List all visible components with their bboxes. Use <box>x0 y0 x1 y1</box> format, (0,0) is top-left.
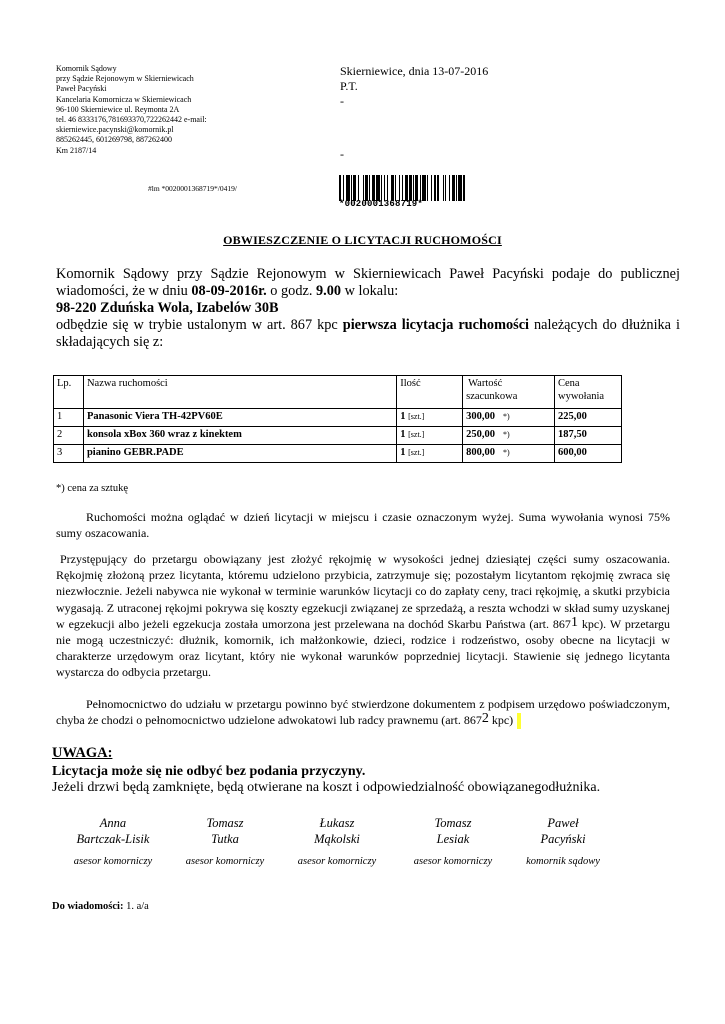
cell-call: 225,00 <box>555 409 622 427</box>
attorney-text: kpc) <box>488 713 514 728</box>
table-row <box>54 445 622 463</box>
deposit-text: kpc). W przetargu nie mogą uczestniczyć: dłużnik, komornik, ich małżonkowie, dzieci, rodzice i rodzeństwo, osoby obecne na licytacji w charakterze urzędowym oraz licytant, który nie wykonał warunków poprzedniej licytacji. Stawienie się jednego licytanta wystarcza do odbycia przetargu. <box>56 616 670 680</box>
cell-qty <box>397 409 463 427</box>
recipient-dash: - <box>340 147 344 161</box>
value-amount: 300,00 <box>466 411 495 422</box>
signatory-last-name: Bartczak-Lisik <box>76 832 150 846</box>
article-superscript: 1 <box>570 614 578 630</box>
signature-block <box>58 815 168 870</box>
header-value <box>463 376 555 409</box>
barcode <box>339 175 467 209</box>
table-row <box>54 427 622 445</box>
header-qty: Ilość <box>397 376 463 409</box>
cell-name: pianino GEBR.PADE <box>83 445 396 463</box>
table-row <box>54 409 622 427</box>
qty-unit: [szt.] <box>408 448 425 457</box>
letterhead-line: Kancelaria Komornicza w Skierniewicach <box>56 94 192 104</box>
qty-value: 1 <box>400 411 406 422</box>
distribution-value: 1. a/a <box>123 901 149 912</box>
signatory-first-name: Tomasz <box>206 816 244 830</box>
barcode-bar <box>465 175 466 201</box>
letterhead-line: 96-100 Skierniewice ul. Reymonta 2A <box>56 104 180 114</box>
viewing-paragraph: Ruchomości można oglądać w dzień licytacji w miejscu i czasie oznaczonym wyżej. Suma wywołania wynosi 75% sumy oszacowania. <box>56 510 670 541</box>
cell-qty <box>397 445 463 463</box>
power-of-attorney-paragraph <box>56 696 670 729</box>
recipient-dash: - <box>340 94 344 108</box>
letterhead-line: Km 2187/14 <box>56 145 97 155</box>
intro-paragraph <box>56 266 680 351</box>
footnote-marker: *) <box>502 430 510 439</box>
signature-block <box>398 815 508 870</box>
signatory-role: asesor komorniczy <box>73 856 153 867</box>
barcode-text: *0020001368719* <box>339 199 424 209</box>
cell-lp: 3 <box>54 445 84 463</box>
intro-text: w lokalu: <box>341 283 399 299</box>
auction-address: 98-220 Zduńska Wola, Izabelów 30B <box>56 300 279 316</box>
header-lp: Lp. <box>54 376 84 409</box>
footnote-marker: *) <box>502 412 510 421</box>
auction-type: pierwsza licytacja ruchomości <box>342 317 530 333</box>
intro-text: Komornik Sądowy przy Sądzie Rejonowym w Skierniewicach Paweł Pacyński podaje do publicznej wiadomości, że w dniu <box>56 266 680 299</box>
barcode-bars <box>339 175 467 201</box>
deposit-text: Przystępujący do przetargu obowiązany jest złożyć rękojmię w wysokości jednej dziesiątej części sumy oszacowania. Rękojmię złożoną przez licytanta, któremu udzielono przybicia, zatrzymuje się; pozostałym licytantom rękojmię zwraca się niezwłocznie. Jeżeli nabywca nie wykonał w terminie warunków licytacji co do zapłaty ceny, traci rękojmię, a skutki przybicia wygasają. Z utraconej rękojmi pokrywa się koszty egzekucji związanej ze sprzedażą, a reszta wchodzi w skład sumy uzyskanej w egzekucji albo jeżeli egzekucja została umorzona jest przelewana na dochód Skarbu Państwa (art. 867 <box>56 552 670 631</box>
signature-block <box>282 815 392 870</box>
recipient-pt: P.T. <box>340 79 358 93</box>
warning-heading: UWAGA: <box>52 745 113 761</box>
signatory-last-name: Mąkolski <box>314 832 360 846</box>
signatory-first-name: Tomasz <box>434 816 472 830</box>
price-footnote: *) cena za sztukę <box>56 483 128 494</box>
qty-unit: [szt.] <box>408 430 425 439</box>
signature-block <box>508 815 618 870</box>
cell-qty <box>397 427 463 445</box>
header-value-line1: Wartość <box>468 378 503 389</box>
intro-text: należących do dłużnika i składających się z: <box>56 317 680 350</box>
document-title: OBWIESZCZENIE O LICYTACJI RUCHOMOŚCI <box>223 233 502 247</box>
intro-text: o godz. <box>266 283 316 299</box>
intro-text: odbędzie się w trybie ustalonym w art. 867 kpc <box>56 317 343 333</box>
letterhead-line: przy Sądzie Rejonowym w Skierniewicach <box>56 74 194 84</box>
header-call-line1: Cena <box>558 378 580 389</box>
signatory-role: asesor komorniczy <box>413 856 493 867</box>
place-date: Skierniewice, dnia 13-07-2016 <box>340 64 489 78</box>
letterhead-line: Komornik Sądowy <box>56 64 117 73</box>
value-amount: 250,00 <box>466 429 495 440</box>
cell-name: Panasonic Viera TH-42PV60E <box>83 409 396 427</box>
auction-time: 9.00 <box>315 283 342 299</box>
cell-value <box>463 427 555 445</box>
header-call <box>555 376 622 409</box>
signatory-role: asesor komorniczy <box>185 856 265 867</box>
signatory-role: asesor komorniczy <box>297 856 377 867</box>
letterhead-line: skierniewice.pacynski@komornik.pl <box>56 125 174 135</box>
article-superscript: 2 <box>481 711 489 727</box>
distribution-list <box>52 901 149 912</box>
cell-call: 600,00 <box>555 445 622 463</box>
bailiff-letterhead <box>56 64 207 156</box>
cell-call: 187,50 <box>555 427 622 445</box>
header-call-line2: wywołania <box>558 391 605 402</box>
signatory-role: komornik sądowy <box>526 856 600 867</box>
letterhead-line: tel. 46 8333176,781693370,722262442 e-mail: <box>56 115 207 125</box>
cell-name: konsola xBox 360 wraz z kinektem <box>83 427 396 445</box>
warning-line: Licytacja może się nie odbyć bez podania przyczyny. <box>52 764 366 779</box>
qty-value: 1 <box>400 447 406 458</box>
warning-line: Jeżeli drzwi będą zamknięte, będą otwierane na koszt i odpowiedzialność obowiązanegodłużnika. <box>52 780 601 795</box>
auction-date: 08-09-2016r. <box>191 283 267 299</box>
cell-lp: 1 <box>54 409 84 427</box>
qty-unit: [szt.] <box>408 412 425 421</box>
signatory-first-name: Anna <box>99 816 127 830</box>
table-header-row <box>54 376 622 409</box>
signatory-last-name: Lesiak <box>436 832 470 846</box>
signature-block <box>170 815 280 870</box>
highlight-mark <box>517 713 521 729</box>
signatory-last-name: Tutka <box>211 832 239 846</box>
signatory-first-name: Paweł <box>547 816 579 830</box>
value-amount: 800,00 <box>466 447 495 458</box>
footnote-marker: *) <box>502 448 510 457</box>
deposit-paragraph <box>56 551 670 681</box>
letterhead-line: Paweł Pacyński <box>56 84 107 94</box>
reference-number: #lm *0020001368719*/0419/ <box>148 184 237 193</box>
cell-value <box>463 445 555 463</box>
signatory-last-name: Pacyński <box>540 832 586 846</box>
items-table <box>53 375 622 463</box>
signatory-first-name: Łukasz <box>319 816 355 830</box>
header-name: Nazwa ruchomości <box>83 376 396 409</box>
letterhead-line: 885262445, 601269798, 887262400 <box>56 135 172 145</box>
qty-value: 1 <box>400 429 406 440</box>
distribution-label: Do wiadomości: <box>52 901 124 912</box>
date-and-recipient <box>340 64 488 162</box>
header-value-line2: szacunkowa <box>466 391 518 402</box>
cell-value <box>463 409 555 427</box>
attorney-text: Pełnomocnictwo do udziału w przetargu powinno być stwierdzone dokumentem z podpisem urzędowo poświadczonym, chyba że chodzi o pełnomocnictwo udzielone adwokatowi lub radcy prawnemu (art. 867 <box>56 697 670 728</box>
cell-lp: 2 <box>54 427 84 445</box>
